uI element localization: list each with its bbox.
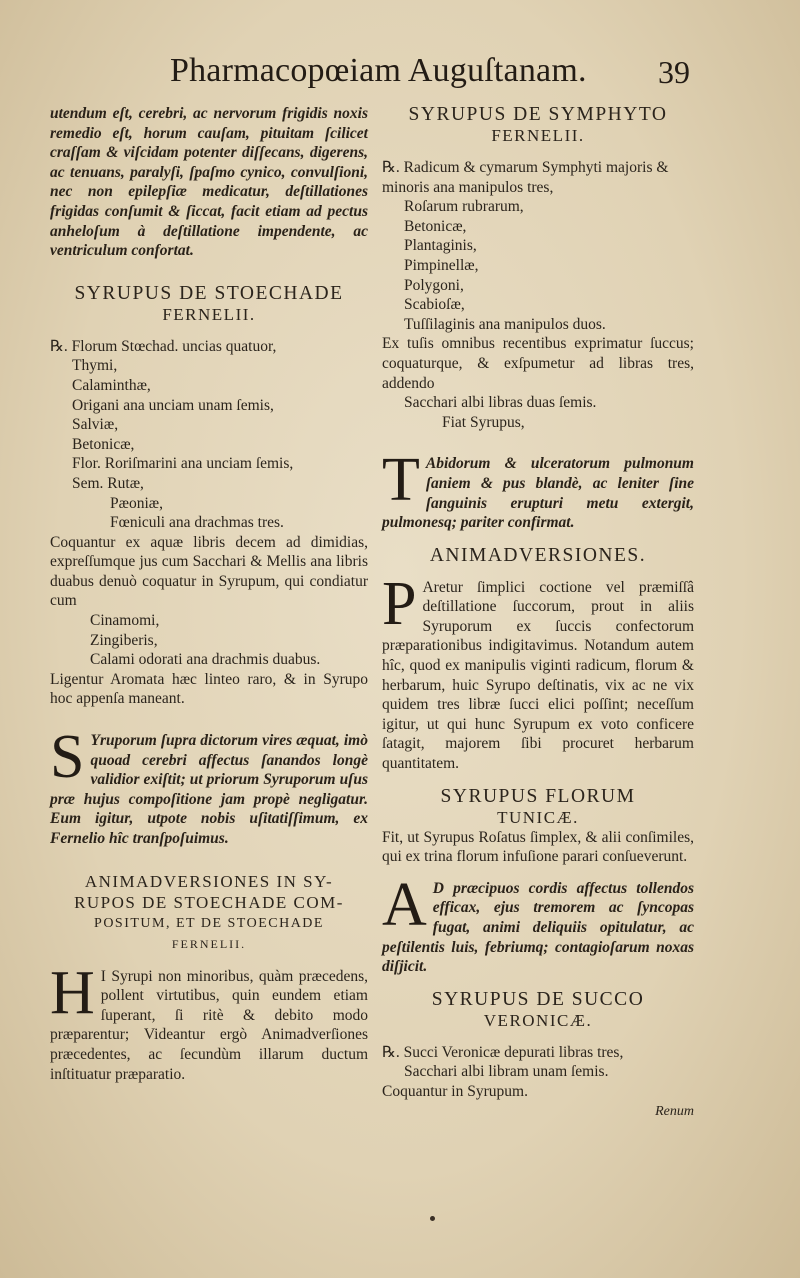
drop-cap: H: [50, 958, 95, 1027]
symphyto-sugar: Sacchari albi libras duas ſemis.: [404, 394, 597, 412]
recipe-line: Origani ana unciam unam ſemis,: [72, 396, 274, 414]
recipe-line: Calaminthæ,: [72, 376, 151, 394]
note-text: D præcipuos cordis affectus tollendos efficax, ejus tremorem ac ſyncopas fugat, animi deliquiis opitulatur, ac peſtilentis luis, febriumq; contagioſarum noxas diſjicit.: [382, 879, 694, 976]
recipe-line: Salviæ,: [72, 416, 119, 434]
recipe-line: Pæoniæ,: [110, 494, 163, 512]
page-number: 39: [658, 54, 690, 90]
catchword: Renum: [655, 1103, 694, 1119]
symphyto-heading: SYRUPUS DE SYMPHYTO: [408, 104, 668, 125]
animadversiones-heading-4: FERNELII.: [171, 936, 247, 951]
recipe-line: Polygoni,: [404, 276, 464, 294]
veronicae-recipe-1: ℞. Succi Veronicæ depurati libras tres,: [382, 1043, 624, 1061]
animadversiones-paragraph: [50, 958, 368, 1085]
spice-line: Cinamomi,: [90, 612, 160, 630]
recipe-line: ℞. Radicum & cymarum Symphyti majoris & minoris ana manipulos tres,: [382, 159, 669, 196]
recipe-line: Betonicæ,: [72, 435, 135, 453]
symphyto-subheading: FERNELII.: [491, 126, 585, 145]
animadversiones-text: I Syrupi non minoribus, quàm præcedens, pollent virtutibus, quin eundem etiam ſuperant, ſi ritè & debito modo præparentur; Videantur ergò Animadverſiones præcedentes, ac ſecundùm illarum ductum inſtituatur præparatio.: [50, 967, 368, 1083]
drop-cap: S: [50, 723, 85, 792]
running-title: Pharmacopœiam Auguſtanam.: [170, 52, 587, 89]
right-column: [382, 104, 694, 1121]
spice-line: Zingiberis,: [90, 631, 158, 649]
recipe-line: Fœniculi ana drachmas tres.: [110, 514, 284, 532]
drop-cap: A: [382, 870, 427, 939]
recipe-line: Scabioſæ,: [404, 296, 465, 314]
drop-cap: T: [382, 446, 420, 515]
animadversiones-heading-right: ANIMADVERSIONES.: [429, 544, 647, 566]
recipe-line: ℞. Florum Stœchad. uncias quatuor,: [50, 337, 277, 355]
animadversiones-right-text: Aretur ſimplici coctione vel præmiſſâ deſtillatione ſuccorum, prout in aliis Syruporum ex ſuccis confectorum præparationibus indigitavimus. Notandum autem hîc, quod ex manipulis viginti radicum, florum & herbarum, huic Syrupo deſtinatis, vix ac ne vix quidem tres libræ ſucci elici poſſint; neceſſum igitur, ut qui hunc Syrupum ex voto conficere ſatagit, majorem ſibi procuret herbarum quantitatem.: [382, 578, 694, 773]
recipe-line: Tuſſilaginis ana manipulos duos.: [404, 315, 606, 333]
recipe-line: Pimpinellæ,: [404, 256, 479, 274]
intro-paragraph: utendum eſt, cerebri, ac nervorum frigidis noxis remedio eſt, horum cauſam, pituitam ſcilicet craſſam & viſcidam potenter diſſecans, digerens, ac tenuans, paralyſi, ſpaſmo cynico, convulſioni, nec non epilepſiæ medicatur, deſtillationes frigidas conſumit & ſiccat, facit etiam ad pectus anheloſum à deſtillatione impendente, ac ventriculum confortat.: [50, 105, 368, 260]
stoechade-spices: [50, 611, 368, 670]
recipe-line: Flor. Roriſmarini ana unciam ſemis,: [72, 455, 294, 473]
tunicae-text: Fit, ut Syrupus Roſatus ſimplex, & alii conſimiles, qui ex trina florum infuſione parari conſueverunt.: [382, 828, 694, 866]
stoechade-note: [50, 723, 368, 849]
symphyto-note: [382, 446, 694, 532]
animadversiones-heading-2: RUPOS DE STOECHADE COM-: [74, 892, 344, 912]
veronicae-heading: SYRUPUS DE SUCCO: [431, 988, 645, 1010]
note-text: Abidorum & ulceratorum pulmonum ſaniem & pus blandè, ac leniter ſine ſanguinis erupturi metu extergit, pulmonesq; pariter confirmat.: [382, 455, 694, 532]
spice-line: Calami odorati ana drachmis duabus.: [90, 651, 321, 669]
symphyto-recipe: [382, 158, 694, 334]
animadversiones-right-paragraph: [382, 569, 694, 774]
veronicae-subheading: VERONICÆ.: [483, 1010, 593, 1030]
recipe-line: Sem. Rutæ,: [72, 474, 144, 492]
running-header: [170, 52, 690, 98]
veronicae-closing: Coquantur in Syrupum.: [382, 1082, 528, 1100]
stoechade-recipe: [50, 337, 368, 533]
stoechade-body: Coquantur ex aquæ libris decem ad dimidias, expreſſumque jus cum Sacchari & Mellis ana libris duabus denuò coquatur in Syrupum, qui condiatur cum: [50, 533, 368, 610]
tunicae-subheading: TUNICÆ.: [497, 807, 579, 827]
symphyto-body: Ex tuſis omnibus recentibus exprimatur ſuccus; coquaturque, & exſpumetur ad libras tres, addendo: [382, 335, 694, 392]
drop-cap: P: [382, 569, 417, 638]
left-column: [50, 104, 368, 1084]
stoechade-heading: SYRUPUS DE STOECHADE: [74, 282, 344, 304]
ink-speck: [430, 1216, 435, 1221]
recipe-line: Plantaginis,: [404, 237, 477, 255]
recipe-line: Betonicæ,: [404, 217, 467, 235]
recipe-line: Thymi,: [72, 357, 118, 375]
note-text: Yruporum ſupra dictorum vires æquat, imò quoad cerebri affectus ſanandos longè validior exiſtit; ut priorum Syruporum uſus præ hujus compoſitione jam propè negligatur. Eum igitur, utpote nobis uſitatiſſimum, ex Fernelio hîc tranſpoſuimus.: [50, 732, 368, 847]
animadversiones-heading-3: POSITUM, ET DE STOECHADE: [94, 915, 324, 931]
recipe-line: Roſarum rubrarum,: [404, 198, 524, 216]
tunicae-heading: SYRUPUS FLORUM: [440, 785, 636, 807]
stoechade-closing: Ligentur Aromata hæc linteo raro, & in Syrupo hoc appenſa maneant.: [50, 670, 368, 708]
stoechade-subheading: FERNELII.: [162, 304, 256, 324]
animadversiones-heading-1: ANIMADVERSIONES IN SY-: [84, 871, 334, 891]
veronicae-recipe-2: Sacchari albi libram unam ſemis.: [404, 1063, 609, 1081]
tunicae-note: [382, 870, 694, 977]
symphyto-fiat: Fiat Syrupus,: [442, 413, 525, 431]
